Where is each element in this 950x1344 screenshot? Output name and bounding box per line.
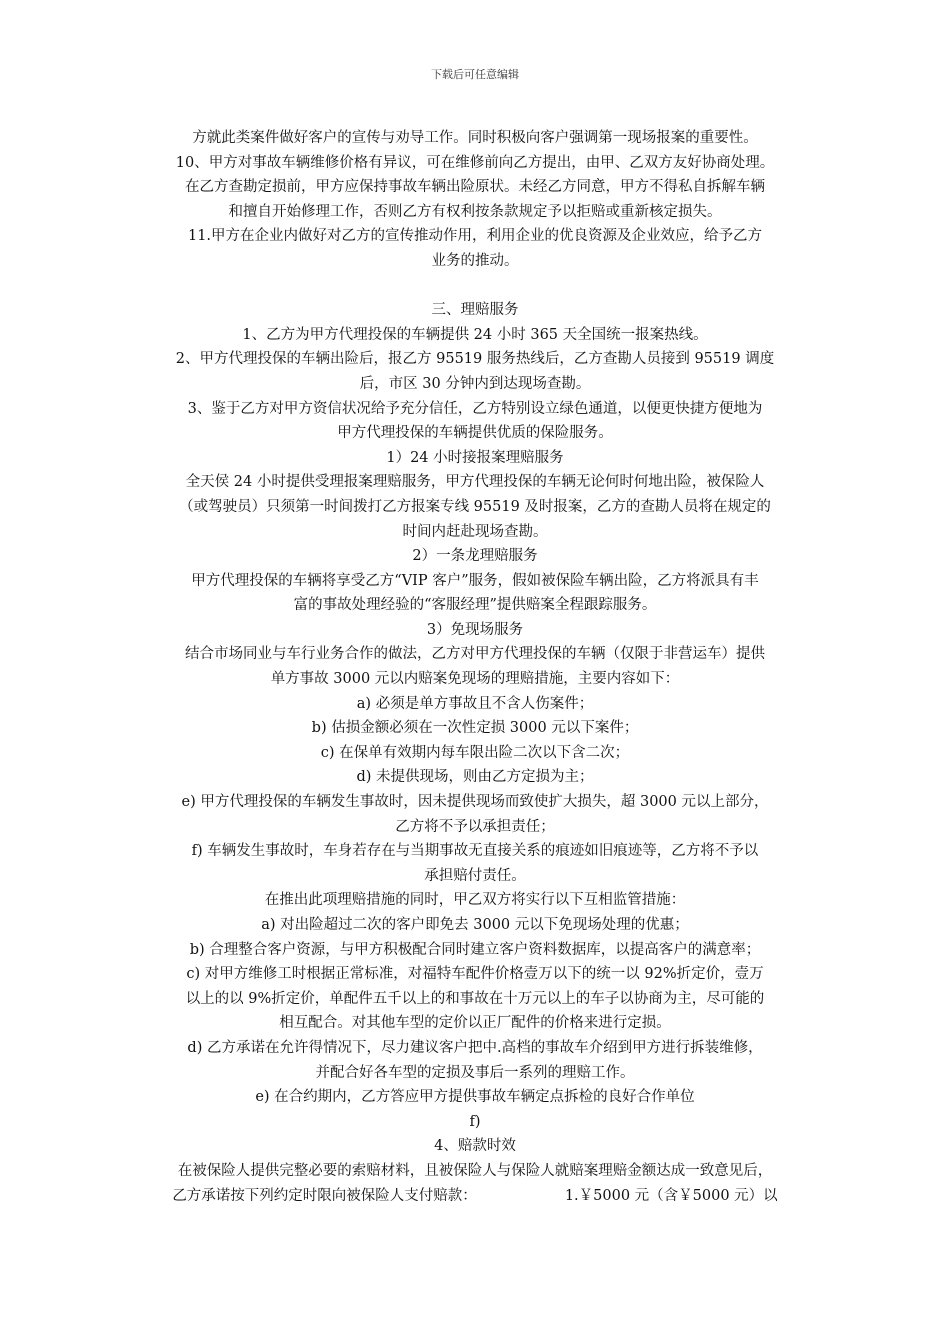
page-header: 下载后可任意编辑 [431, 68, 519, 81]
text-line: 结合市场同业与车行业务合作的做法，乙方对甲方代理投保的车辆（仅限于非营运车）提供 [185, 646, 765, 663]
document-body [135, 126, 815, 1208]
text-line-last [135, 1184, 815, 1209]
list-item: e) 在合约期内，乙方答应甲方提供事故车辆定点拆检的良好合作单位 [255, 1089, 695, 1106]
text-line: 业务的推动。 [431, 252, 519, 269]
section-heading: 三、理赔服务 [431, 302, 519, 319]
text-line: 承担赔付责任。 [424, 867, 526, 884]
list-item: c) 在保单有效期内每车限出险二次以下含二次； [320, 744, 630, 761]
list-item: c) 对甲方维修工时根据正常标准，对福特车配件价格壹万以下的统一以 92%折定价，壹万 [186, 966, 764, 983]
text-segment: 1.￥5000 元（含￥5000 元）以 [564, 1187, 778, 1204]
text-line: 方就此类案件做好客户的宣传与劝导工作。同时积极向客户强调第一现场报案的重要性。 [192, 130, 758, 146]
text-line: 3、鉴于乙方对甲方资信状况给予充分信任，乙方特别设立绿色通道，以便更快捷方便地为 [187, 400, 763, 417]
text-segment: 乙方承诺按下列约定时限向被保险人支付赔款： [172, 1187, 477, 1204]
subheading: 1）24 小时接报案理赔服务 [386, 449, 564, 466]
text-line: 全天侯 24 小时提供受理报案理赔服务，甲方代理投保的车辆无论何时何地出险，被保险人 [185, 474, 765, 491]
list-item: f) [469, 1113, 481, 1130]
text-line: 和擅自开始修理工作，否则乙方有权利按条款规定予以拒赔或重新核定损失。 [228, 203, 722, 220]
list-item: a) 对出险超过二次的客户即免去 3000 元以下免现场处理的优惠； [261, 917, 689, 933]
text-line: 在推出此项理赔措施的同时，甲乙双方将实行以下互相监管措施： [264, 892, 686, 909]
text-line: 在乙方查勘定损前，甲方应保持事故车辆出险原状。未经乙方同意，甲方不得私自拆解车辆 [185, 179, 765, 196]
text-line: 并配合好各车型的定损及事后一系列的理赔工作。 [315, 1064, 635, 1081]
text-line: 1、乙方为甲方代理投保的车辆提供 24 小时 365 天全国统一报案热线。 [242, 326, 708, 343]
text-line: 甲方代理投保的车辆提供优质的保险服务。 [337, 425, 613, 442]
subheading: 4、赔款时效 [434, 1138, 516, 1155]
list-item: b) 合理整合客户资源，与甲方积极配合同时建立客户资料数据库，以提高客户的满意率； [189, 941, 761, 958]
text-line: 乙方将不予以承担责任； [395, 818, 555, 835]
subheading: 2）一条龙理赔服务 [412, 548, 538, 565]
text-line: 甲方代理投保的车辆将享受乙方“VIP 客户”服务，假如被保险车辆出险，乙方将派具有丰 [191, 572, 759, 589]
list-item: f) 车辆发生事故时，车身若存在与当期事故无直接关系的痕迹如旧痕迹等，乙方将不予以 [191, 843, 759, 860]
text-line: （或驾驶员）只须第一时间拨打乙方报案专线 95519 及时报案，乙方的查勘人员将在规定的 [179, 498, 771, 515]
text-line: 10、甲方对事故车辆维修价格有异议，可在维修前向乙方提出，由甲、乙双方友好协商处理。 [175, 154, 775, 171]
text-line: 后，市区 30 分钟内到达现场查勘。 [359, 375, 591, 392]
text-line: 单方事故 3000 元以内赔案免现场的理赔措施，主要内容如下： [270, 671, 680, 688]
list-item: d) 乙方承诺在允许得情况下，尽力建议客户把中.高档的事故车介绍到甲方进行拆装维修， [187, 1039, 763, 1056]
text-line: 时间内赶赴现场查勘。 [402, 523, 548, 540]
text-line: 相互配合。对其他车型的定价以正厂配件的价格来进行定损。 [279, 1015, 671, 1032]
text-line: 富的事故处理经验的“客服经理”提供赔案全程跟踪服务。 [293, 597, 657, 614]
blank-line [135, 274, 815, 299]
list-item: e) 甲方代理投保的车辆发生事故时，因未提供现场而致使扩大损失，超 3000 元以上部分， [181, 794, 769, 811]
text-line: 以上的以 9%折定价，单配件五千以上的和事故在十万元以上的车子以协商为主，尽可能的 [185, 990, 765, 1007]
list-item: a) 必须是单方事故且不含人伤案件； [356, 695, 594, 712]
text-line: 11.甲方在企业内做好对乙方的宣传推动作用，利用企业的优良资源及企业效应，给予乙方 [187, 228, 763, 245]
text-line: 在被保险人提供完整必要的索赔材料，且被保险人与保险人就赔案理赔金额达成一致意见后， [177, 1162, 773, 1179]
subheading: 3）免现场服务 [426, 621, 524, 638]
list-item: d) 未提供现场，则由乙方定损为主； [356, 769, 594, 786]
text-line: 2、甲方代理投保的车辆出险后，报乙方 95519 服务热线后，乙方查勘人员接到 95519 调度 [175, 351, 775, 368]
list-item: b) 估损金额必须在一次性定损 3000 元以下案件； [311, 720, 639, 737]
